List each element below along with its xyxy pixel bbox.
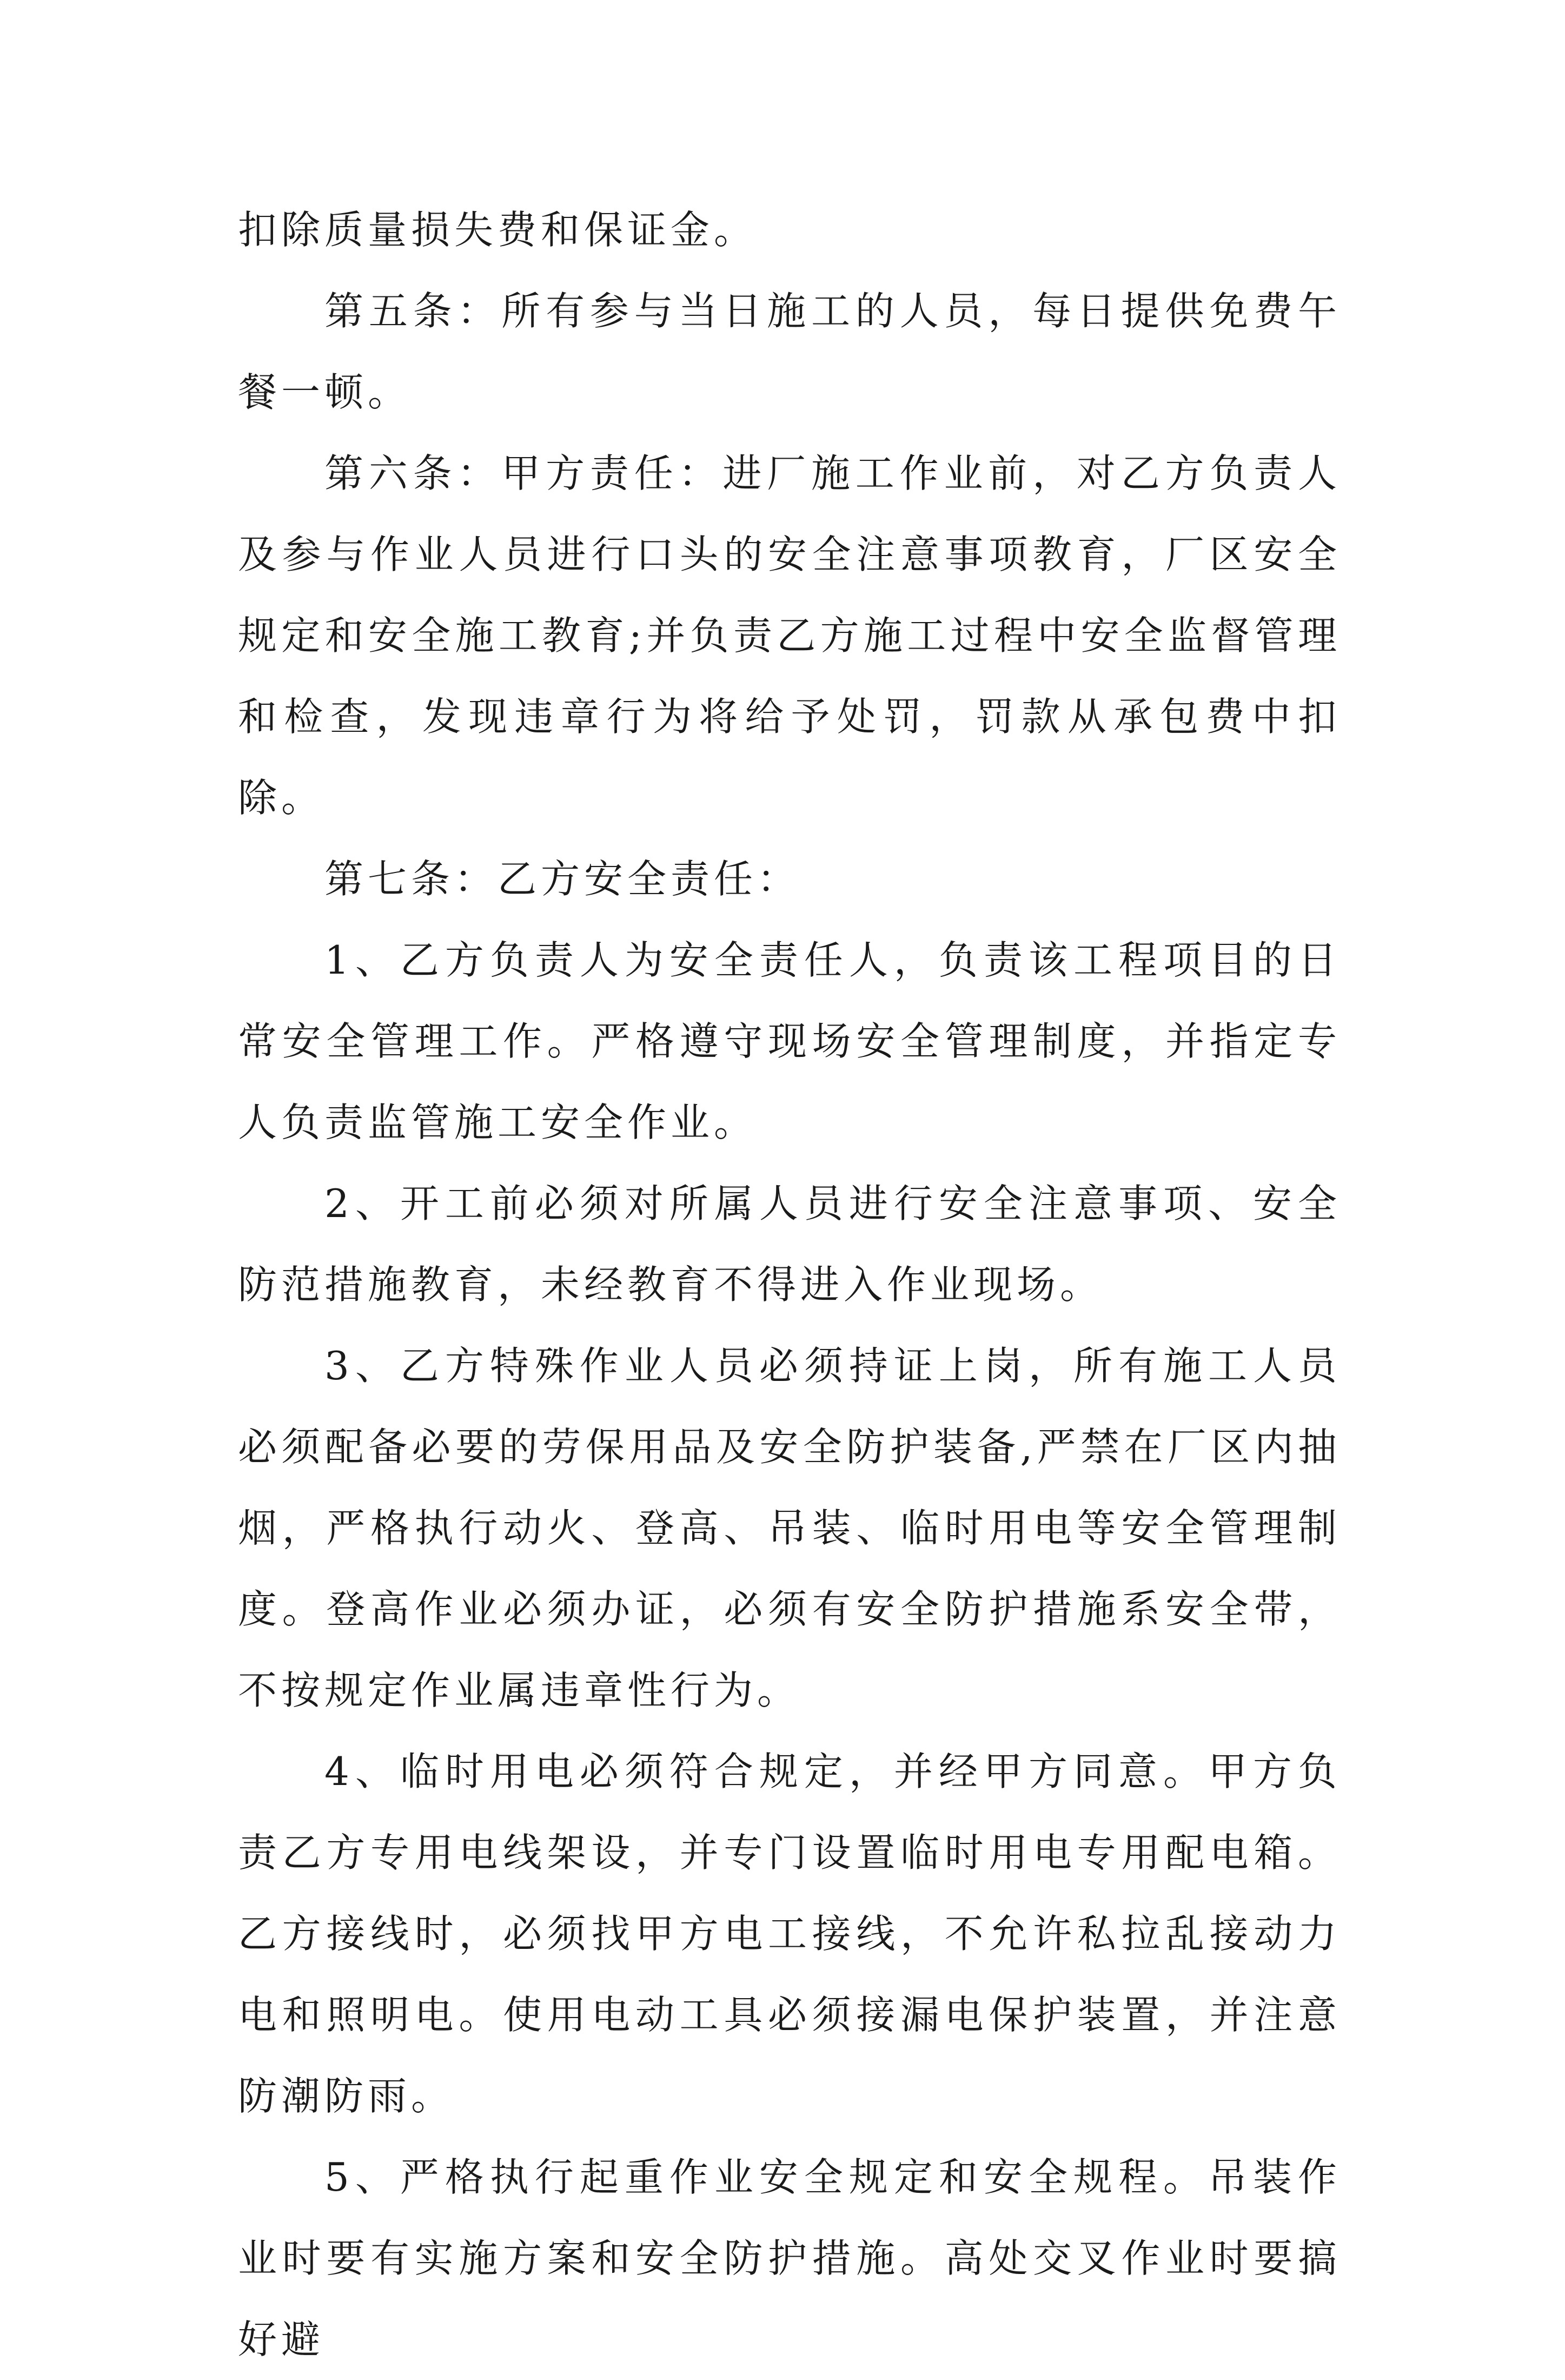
paragraph-1: 扣除质量损失费和保证金。 xyxy=(238,207,758,253)
paragraph-article-7-heading: 第七条：乙方安全责任： xyxy=(324,856,801,902)
paragraph-item-2: 2、开工前必须对所属人员进行安全注意事项、安全防范措施教育，未经教育不得进入作业现场。 xyxy=(238,1181,1341,1307)
paragraph-item-1: 1、乙方负责人为安全责任人，负责该工程项目的日常安全管理工作。严格遵守现场安全管理制度，并指定专人负责监管施工安全作业。 xyxy=(238,937,1341,1145)
paragraph-article-5: 第五条：所有参与当日施工的人员，每日提供免费午餐一顿。 xyxy=(238,288,1341,415)
paragraph-item-3: 3、乙方特殊作业人员必须持证上岗，所有施工人员必须配备必要的劳保用品及安全防护装备,严禁在厂区内抽烟，严格执行动火、登高、吊装、临时用电等安全管理制度。登高作业必须办证，必须有安全防护措施系安全带，不按规定作业属违章性行为。 xyxy=(238,1343,1341,1713)
paragraph-item-5: 5、严格执行起重作业安全规定和安全规程。吊装作业时要有实施方案和安全防护措施。高处交叉作业时要搞好避 xyxy=(238,2154,1341,2362)
paragraph-article-6: 第六条：甲方责任：进厂施工作业前，对乙方负责人及参与作业人员进行口头的安全注意事项教育，厂区安全规定和安全施工教育;并负责乙方施工过程中安全监督管理和检查，发现违章行为将给予处罚，罚款从承包费中扣除。 xyxy=(238,451,1341,821)
document-body xyxy=(238,189,1341,2380)
paragraph-item-4: 4、临时用电必须符合规定，并经甲方同意。甲方负责乙方专用电线架设，并专门设置临时用电专用配电箱。乙方接线时，必须找甲方电工接线，不允许私拉乱接动力电和照明电。使用电动工具必须接漏电保护装置，并注意防潮防雨。 xyxy=(238,1749,1341,2119)
